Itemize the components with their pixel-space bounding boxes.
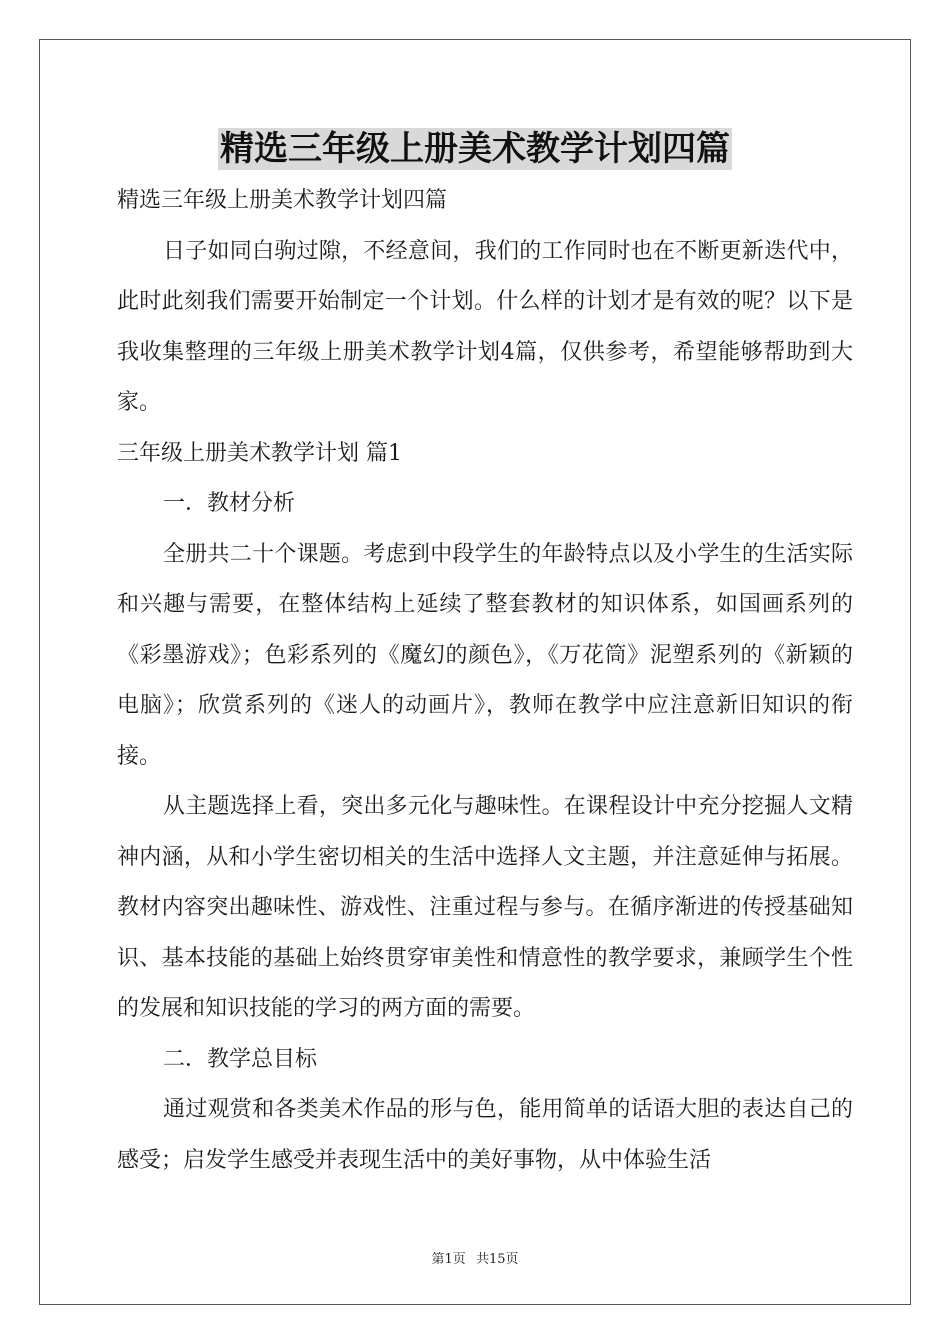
paragraph: 三年级上册美术教学计划 篇1 (117, 440, 402, 466)
paragraph: 日子如同白驹过隙，不经意间，我们的工作同时也在不断更新迭代中，此时此刻我们需要开始制定一个计划。什么样的计划才是有效的呢？以下是我收集整理的三年级上册美术教学计划4篇，仅供参考，希望能够帮助到大家。 (117, 238, 853, 415)
paragraph: 从主题选择上看，突出多元化与趣味性。在课程设计中充分挖掘人文精神内涵，从和小学生密切相关的生活中选择人文主题，并注意延伸与拓展。教材内容突出趣味性、游戏性、注重过程与参与。在循序渐进的传授基础知识、基本技能的基础上始终贯穿审美性和情意性的教学要求，兼顾学生个性的发展和知识技能的学习的两方面的需要。 (117, 794, 853, 1021)
page-number: 第1页 (431, 1252, 466, 1267)
paragraph: 通过观赏和各类美术作品的形与色，能用简单的话语大胆的表达自己的感受；启发学生感受并表现生活中的美好事物，从中体验生活 (117, 1097, 853, 1173)
title-container (0, 128, 950, 170)
paragraph: 精选三年级上册美术教学计划四篇 (117, 188, 448, 213)
page-total: 共15页 (475, 1252, 519, 1267)
page-footer (0, 1248, 950, 1267)
paragraph: 全册共二十个课题。考虑到中段学生的年龄特点以及小学生的生活实际和兴趣与需要，在整体结构上延续了整套教材的知识体系，如国画系列的《彩墨游戏》；色彩系列的《魔幻的颜色》，《万花筒》泥塑系列的《新颖的电脑》；欣赏系列的《迷人的动画片》，教师在教学中应注意新旧知识的衔接。 (117, 541, 853, 769)
document-body (117, 176, 853, 1186)
paragraph: 二．教学总目标 (163, 1046, 318, 1072)
paragraph: 一．教材分析 (163, 491, 296, 516)
document-title: 精选三年级上册美术教学计划四篇 (220, 129, 730, 169)
